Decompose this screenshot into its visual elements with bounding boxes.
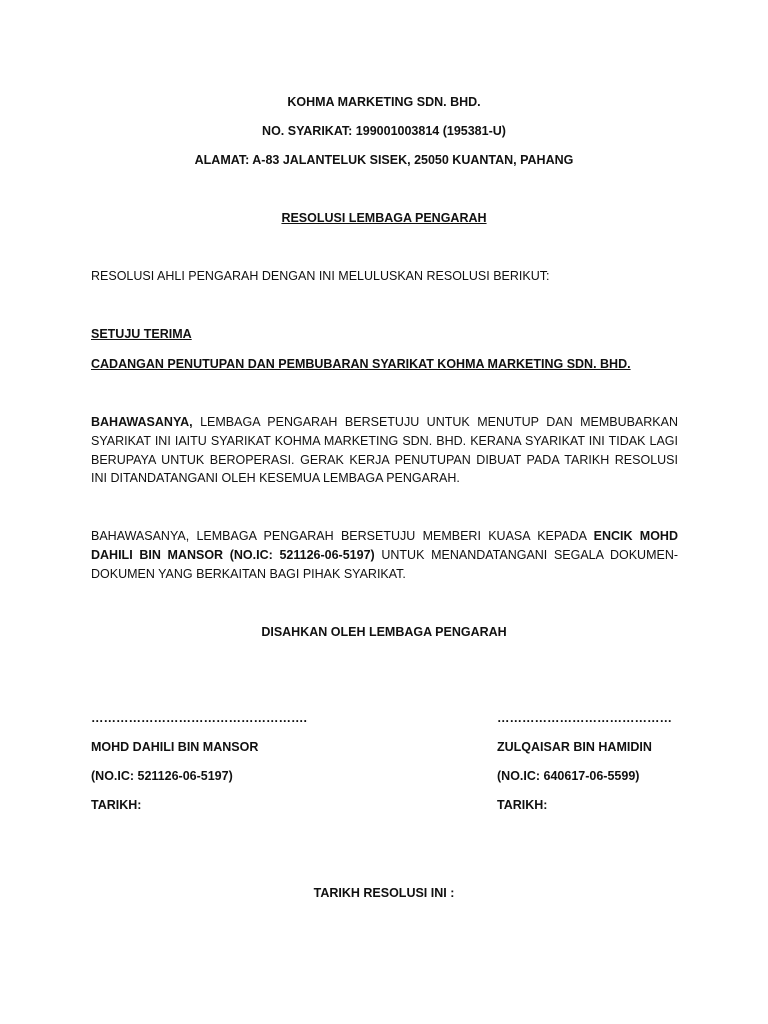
document-title-text: RESOLUSI LEMBAGA PENGARAH [281, 211, 487, 225]
signatory-date-label: TARIKH: [497, 798, 548, 812]
intro-text: RESOLUSI AHLI PENGARAH DENGAN INI MELULUSKAN RESOLUSI BERIKUT: [91, 269, 550, 283]
proposal-heading-text: CADANGAN PENUTUPAN DAN PEMBUBARAN SYARIKAT KOHMA MARKETING SDN. BHD. [91, 357, 631, 371]
paragraph-authority-bold: ENCIK MOHD DAHILI BIN MANSOR (NO.IC: 521126-06-5197) [91, 529, 678, 562]
signature-line: …………………………………… [497, 711, 672, 725]
paragraph-closure-text: LEMBAGA PENGARAH BERSETUJU UNTUK MENUTUP DAN MEMBUBARKAN SYARIKAT INI IAITU SYARIKAT KOHMA MARKETING SDN. BHD. KERANA SYARIKAT INI TIDAK LAGI BERUPAYA UNTUK BEROPERASI. GERAK KERJA PENUTUPAN DIBUAT PADA TARIKH RESOLUSI INI DITANDATANGANI OLEH KESEMUA LEMBAGA PENGARAH. [91, 415, 678, 486]
company-name: KOHMA MARKETING SDN. BHD. [287, 95, 481, 109]
signatory-name: ZULQAISAR BIN HAMIDIN [497, 740, 652, 754]
company-address: ALAMAT: A-83 JALANTELUK SISEK, 25050 KUANTAN, PAHANG [194, 153, 574, 167]
agreed-label [91, 325, 678, 344]
company-reg-no: NO. SYARIKAT: 199001003814 (195381-U) [262, 124, 506, 138]
document-title [0, 209, 768, 228]
paragraph-authority [91, 527, 678, 583]
resolution-date-label: TARIKH RESOLUSI INI : [313, 886, 455, 900]
signatory-ic: (NO.IC: 521126-06-5197) [91, 769, 233, 783]
signatory-block-2 [497, 704, 757, 820]
paragraph-authority-text-b: UNTUK MENANDATANGANI SEGALA DOKUMEN-DOKUMEN YANG BERKAITAN BAGI PIHAK SYARIKAT. [91, 547, 679, 581]
signatory-block-1 [91, 704, 351, 820]
paragraph-authority-text-a: BAHAWASANYA, LEMBAGA PENGARAH BERSETUJU MEMBERI KUASA KEPADA [91, 529, 594, 543]
paragraph-closure [91, 413, 678, 488]
signatory-name: MOHD DAHILI BIN MANSOR [91, 740, 259, 754]
signatory-ic: (NO.IC: 640617-06-5599) [497, 769, 640, 783]
paragraph-closure-lead: BAHAWASANYA, [91, 415, 193, 429]
proposal-heading [91, 355, 678, 374]
agreed-label-text: SETUJU TERIMA [91, 327, 192, 341]
signatory-date-label: TARIKH: [91, 798, 142, 812]
approved-by-heading: DISAHKAN OLEH LEMBAGA PENGARAH [261, 625, 507, 639]
signature-line: ……………………………………………. [91, 711, 307, 725]
